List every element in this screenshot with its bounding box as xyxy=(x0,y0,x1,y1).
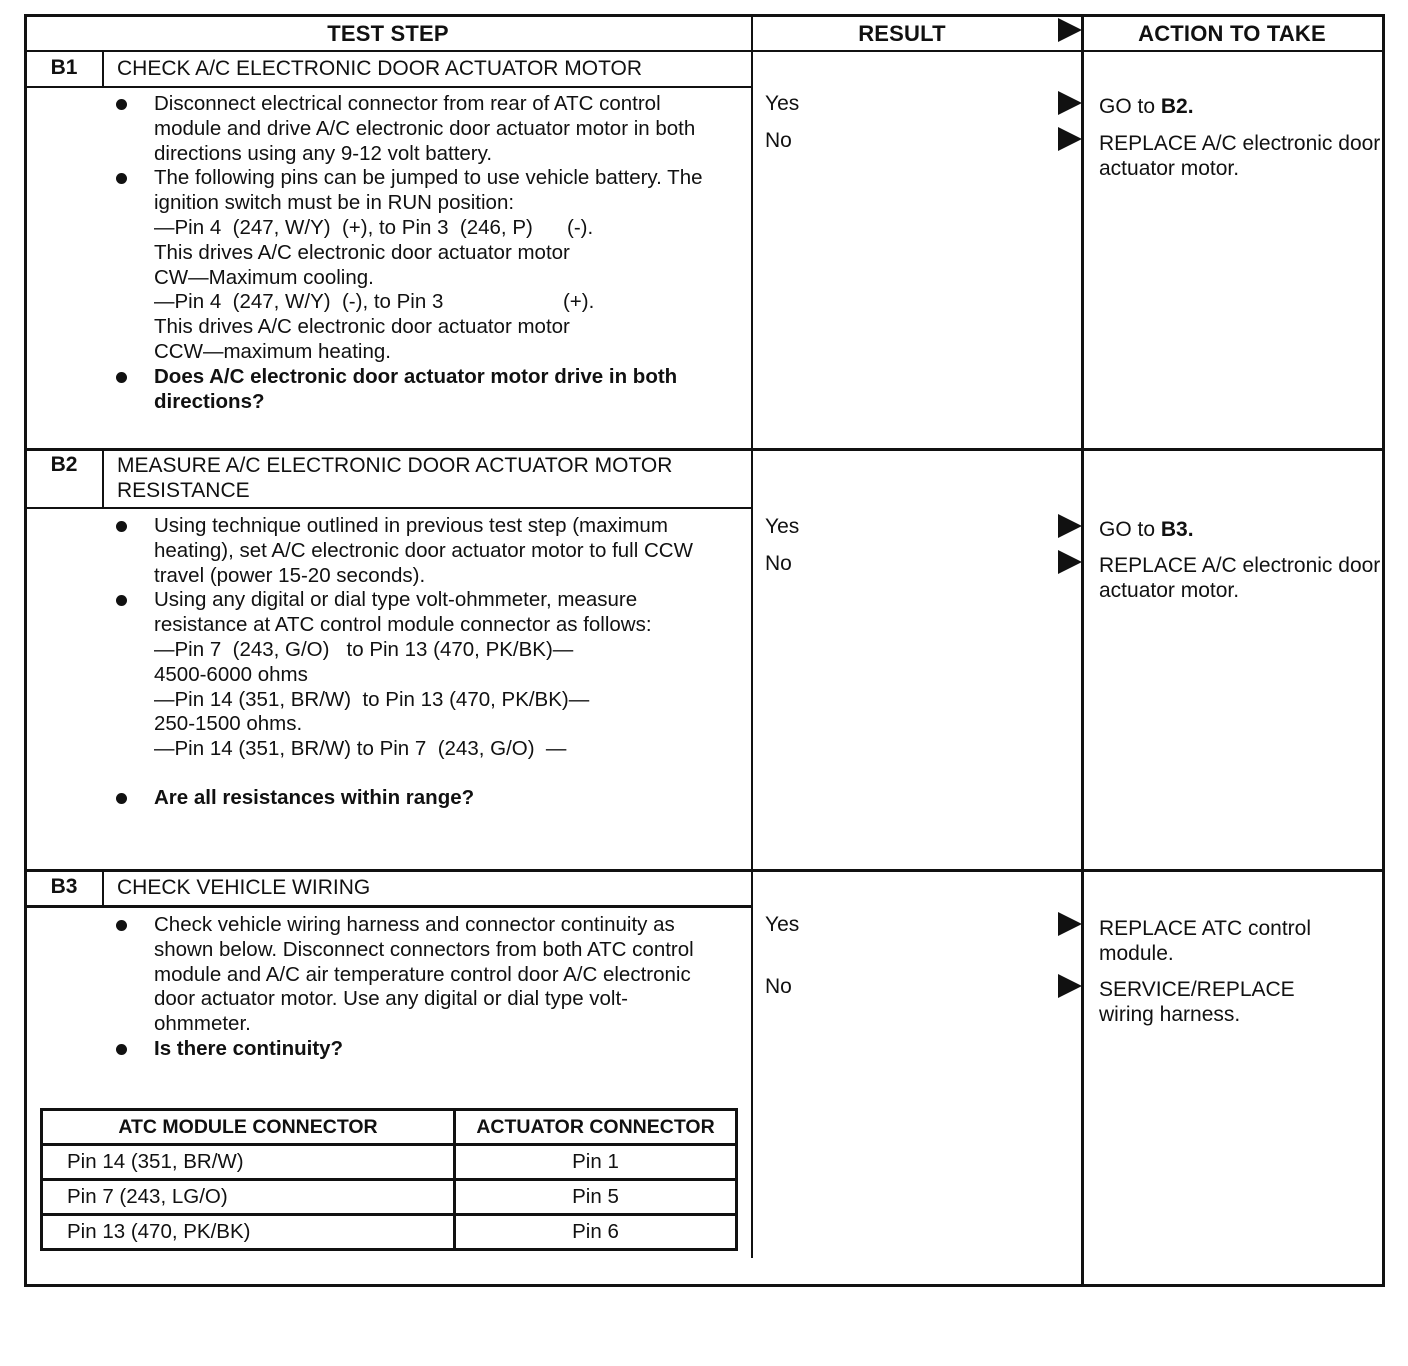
table-header-row xyxy=(42,1110,737,1145)
bullet-icon xyxy=(116,173,127,184)
pin-line: CW—Maximum cooling. xyxy=(154,265,374,289)
table-cell: Pin 6 xyxy=(455,1215,737,1250)
column-divider-result xyxy=(751,14,753,1258)
result-no-b1: No xyxy=(765,129,792,152)
question-text: Are all resistances within range? xyxy=(154,785,475,809)
action-text: GO to xyxy=(1099,95,1161,118)
step-id-b3: B3 xyxy=(50,875,78,898)
list-item xyxy=(116,92,716,166)
action-text: GO to xyxy=(1099,518,1161,541)
list-item xyxy=(116,365,716,415)
table-cell: Pin 5 xyxy=(455,1180,737,1215)
step-body-b3 xyxy=(116,913,716,1062)
connector-table xyxy=(40,1108,738,1251)
step-id-b1: B1 xyxy=(50,56,78,79)
pin-line: —Pin 4 (247, W/Y) (+), to Pin 3 (246, P) (-). xyxy=(154,215,594,239)
question-text: Is there continuity? xyxy=(154,1036,344,1060)
pin-line: —Pin 7 (243, G/O) to Pin 13 (470, PK/BK)— xyxy=(154,637,574,661)
result-yes-b2: Yes xyxy=(765,515,800,538)
list-item xyxy=(116,588,716,762)
list-item xyxy=(116,786,716,811)
arrow-right-icon xyxy=(1058,912,1082,936)
list-item xyxy=(116,1037,716,1062)
column-header-actuator: ACTUATOR CONNECTOR xyxy=(455,1110,737,1145)
header-test-step: TEST STEP xyxy=(327,21,449,46)
arrow-right-icon xyxy=(1058,91,1082,115)
bullet-text: Using technique outlined in previous test step (maximum heating), set A/C electronic door actuator motor to full CCW travel (power 15-20 seconds). xyxy=(154,514,693,587)
pin-line: —Pin 14 (351, BR/W) to Pin 7 (243, G/O) — xyxy=(154,737,567,761)
action-no-b3: SERVICE/REPLACE wiring harness. xyxy=(1099,978,1295,1026)
table-cell: Pin 7 (243, LG/O) xyxy=(42,1180,455,1215)
result-yes-b3: Yes xyxy=(765,913,800,936)
table-row xyxy=(42,1145,737,1180)
bullet-icon xyxy=(116,793,127,804)
action-yes-b1 xyxy=(1099,94,1389,119)
bullet-text: Check vehicle wiring harness and connector continuity as shown below. Disconnect connectors from both ATC control module and A/C air temperature control door A/C electronic door actuator motor. Use any digital or dial type volt-ohmmeter. xyxy=(154,913,694,1036)
arrow-right-icon xyxy=(1058,974,1082,998)
step-title-b3: CHECK VEHICLE WIRING xyxy=(117,876,371,899)
action-no-b2: REPLACE A/C electronic door actuator motor. xyxy=(1099,554,1381,602)
goto-step-link: B3. xyxy=(1160,518,1194,541)
list-item xyxy=(116,913,716,1037)
b1-title-underline xyxy=(24,86,753,88)
pin-line: 250-1500 ohms. xyxy=(154,712,303,736)
header-arrow-icon xyxy=(1058,18,1082,42)
b3-title-underline xyxy=(24,905,753,908)
list-item xyxy=(116,514,716,588)
arrow-right-icon xyxy=(1058,514,1082,538)
table-border-right xyxy=(1382,14,1385,1287)
header-result: RESULT xyxy=(858,21,946,46)
b2-id-divider xyxy=(102,450,104,508)
action-yes-b3: REPLACE ATC control module. xyxy=(1099,917,1312,965)
action-no-b1: REPLACE A/C electronic door actuator motor. xyxy=(1099,132,1381,180)
b2-title-underline xyxy=(24,507,753,509)
step-body-b2 xyxy=(116,514,716,811)
column-header-atc: ATC MODULE CONNECTOR xyxy=(42,1110,455,1145)
bullet-icon xyxy=(116,920,127,931)
goto-step-link: B2. xyxy=(1160,95,1194,118)
table-row xyxy=(42,1180,737,1215)
row-divider-b3 xyxy=(24,869,1385,872)
step-id-b2: B2 xyxy=(50,453,78,476)
pin-line: —Pin 4 (247, W/Y) (-), to Pin 3 (+). xyxy=(154,290,595,314)
bullet-text: Using any digital or dial type volt-ohmmeter, measure resistance at ATC control module connector as follows: xyxy=(154,588,652,637)
step-title-b2: MEASURE A/C ELECTRONIC DOOR ACTUATOR MOTOR RESISTANCE xyxy=(117,454,673,502)
pin-line: CCW—maximum heating. xyxy=(154,339,391,363)
table-row xyxy=(42,1215,737,1250)
result-yes-b1: Yes xyxy=(765,92,800,115)
table-cell: Pin 13 (470, PK/BK) xyxy=(42,1215,455,1250)
pin-line: —Pin 14 (351, BR/W) to Pin 13 (470, PK/BK)— xyxy=(154,687,590,711)
pin-line: This drives A/C electronic door actuator motor xyxy=(154,240,570,264)
action-yes-b2 xyxy=(1099,517,1389,542)
bullet-icon xyxy=(116,595,127,606)
table-cell: Pin 14 (351, BR/W) xyxy=(42,1145,455,1180)
bullet-icon xyxy=(116,372,127,383)
bullet-text: Disconnect electrical connector from rear of ATC control module and drive A/C electronic door actuator motor in both directions using any 9-12 volt battery. xyxy=(154,92,696,165)
arrow-right-icon xyxy=(1058,550,1082,574)
pin-line: 4500-6000 ohms xyxy=(154,662,308,686)
table-border-left xyxy=(24,14,27,1287)
step-body-b1 xyxy=(116,92,716,414)
row-divider-b2 xyxy=(24,448,1385,451)
list-item xyxy=(116,166,716,364)
b1-id-divider xyxy=(102,51,104,87)
bullet-icon xyxy=(116,1044,127,1055)
step-title-b1: CHECK A/C ELECTRONIC DOOR ACTUATOR MOTOR xyxy=(117,57,643,80)
column-divider-action xyxy=(1081,14,1084,1287)
pin-line: This drives A/C electronic door actuator motor xyxy=(154,315,570,339)
result-no-b2: No xyxy=(765,552,792,575)
b3-id-divider xyxy=(102,871,104,907)
result-no-b3: No xyxy=(765,975,792,998)
bullet-text: The following pins can be jumped to use vehicle battery. The ignition switch must be in RUN position: xyxy=(154,166,703,215)
bullet-icon xyxy=(116,99,127,110)
header-action: ACTION TO TAKE xyxy=(1138,21,1326,46)
arrow-right-icon xyxy=(1058,127,1082,151)
question-text: Does A/C electronic door actuator motor drive in both directions? xyxy=(154,364,678,413)
table-border-bottom xyxy=(24,1284,1385,1287)
table-cell: Pin 1 xyxy=(455,1145,737,1180)
bullet-icon xyxy=(116,521,127,532)
